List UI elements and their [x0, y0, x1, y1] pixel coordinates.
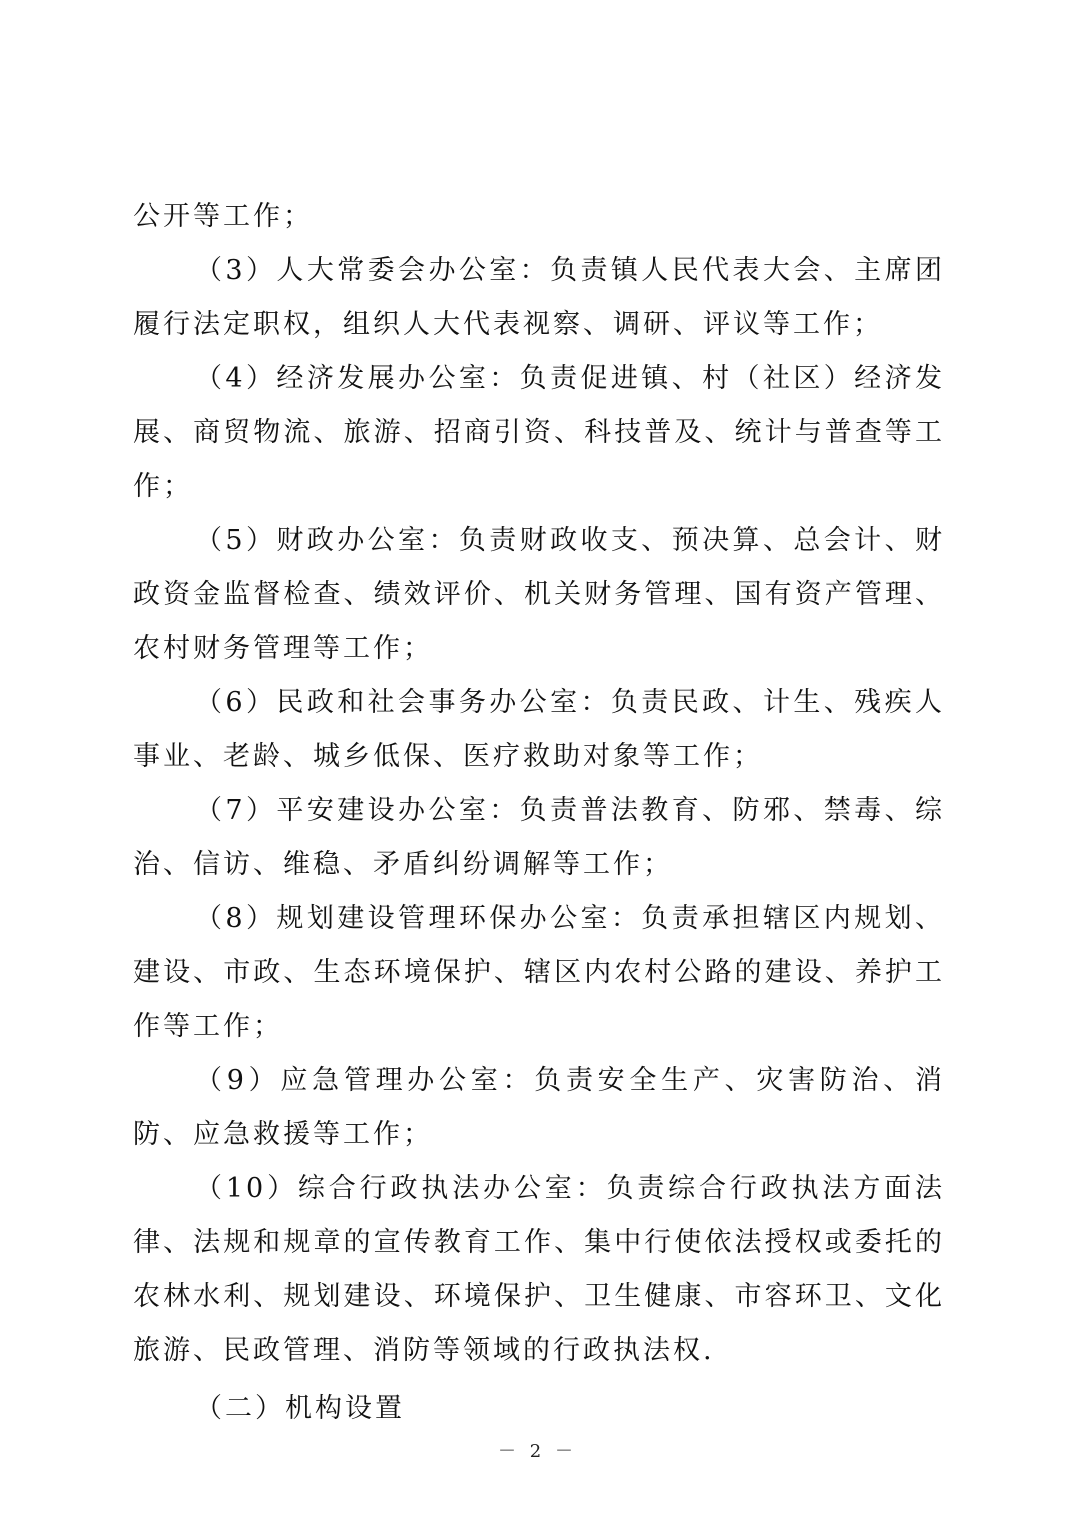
paragraph-continuation: 公开等工作；: [133, 201, 313, 232]
paragraph-item-3: （3）人大常委会办公室：负责镇人民代表大会、主席团履行法定职权，组织人大代表视察、调研、评议等工作；: [133, 255, 945, 340]
paragraph-item-4: （4）经济发展办公室：负责促进镇、村（社区）经济发展、商贸物流、旅游、招商引资、科技普及、统计与普查等工作；: [133, 363, 945, 502]
paragraph-item-8: （8）规划建设管理环保办公室：负责承担辖区内规划、建设、市政、生态环境保护、辖区内农村公路的建设、养护工作等工作；: [133, 903, 945, 1042]
paragraph-item-7: （7）平安建设办公室：负责普法教育、防邪、禁毒、综治、信访、维稳、矛盾纠纷调解等工作；: [133, 795, 945, 880]
paragraph-item-10: （10）综合行政执法办公室：负责综合行政执法方面法律、法规和规章的宣传教育工作、集中行使依法授权或委托的农林水利、规划建设、环境保护、卫生健康、市容环卫、文化旅游、民政管理、消防等领域的行政执法权.: [133, 1173, 945, 1366]
paragraph-item-5: （5）财政办公室：负责财政收支、预决算、总会计、财政资金监督检查、绩效评价、机关财务管理、国有资产管理、农村财务管理等工作；: [133, 525, 945, 664]
paragraph-item-9: （9）应急管理办公室：负责安全生产、灾害防治、消防、应急救援等工作；: [133, 1065, 945, 1150]
page-number: － 2 －: [498, 1441, 577, 1462]
document-body: [133, 190, 945, 1436]
section-heading: （二）机构设置: [195, 1393, 405, 1424]
paragraph-item-6: （6）民政和社会事务办公室：负责民政、计生、残疾人事业、老龄、城乡低保、医疗救助对象等工作；: [133, 687, 945, 772]
